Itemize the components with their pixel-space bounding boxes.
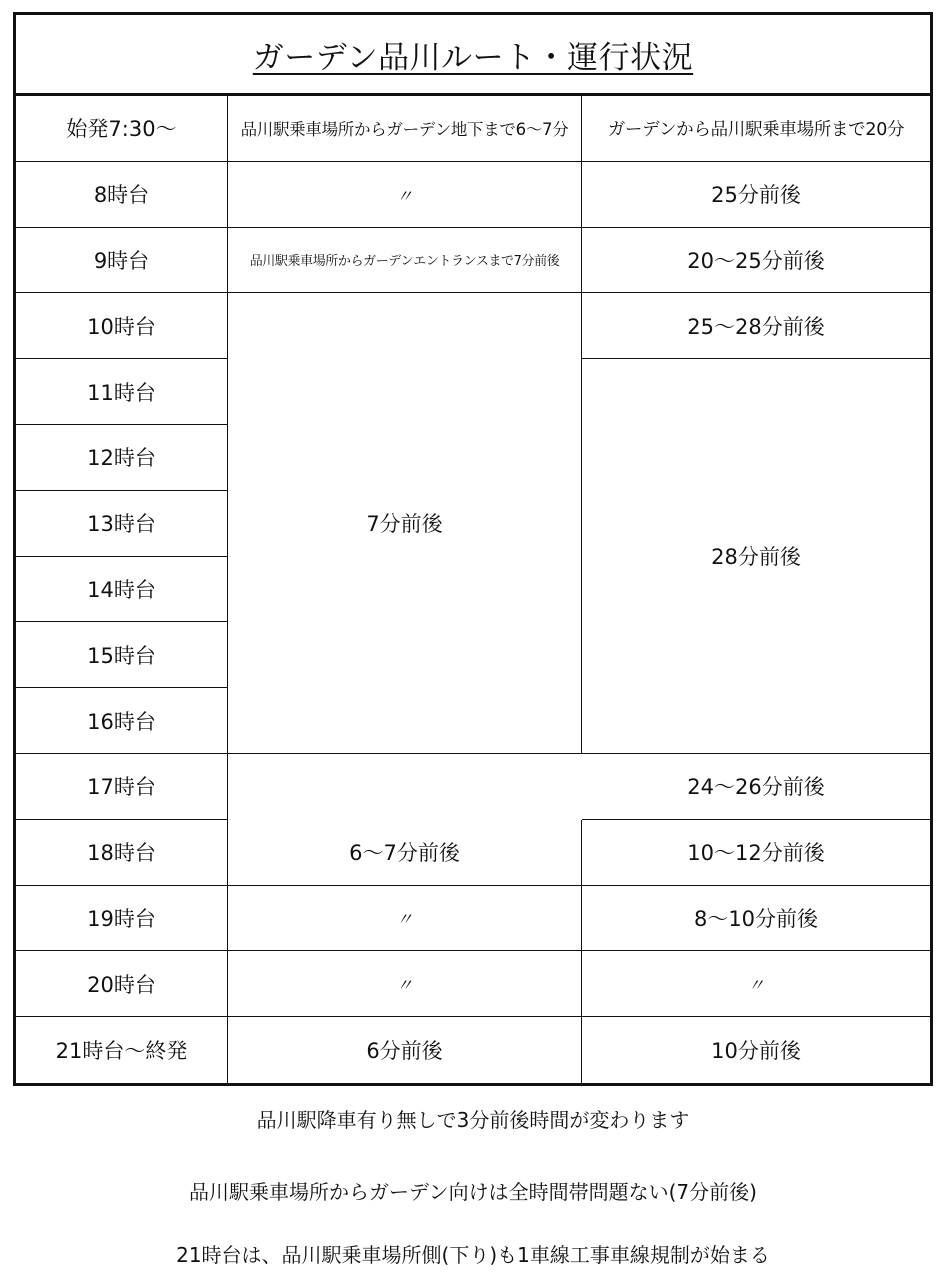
time-cell-first: 始発7:30〜 — [16, 96, 228, 162]
time-cell-19: 19時台 — [16, 886, 228, 952]
to-garden-21: 6分前後 — [228, 1017, 582, 1083]
schedule-grid — [16, 96, 930, 1083]
to-garden-18: 6〜7分前後 — [228, 820, 582, 886]
time-cell-11: 11時台 — [16, 359, 228, 425]
from-garden-9: 20〜25分前後 — [582, 228, 930, 294]
from-garden-8: 25分前後 — [582, 162, 930, 228]
time-cell-10: 10時台 — [16, 293, 228, 359]
note-line-1: 品川駅降車有り無しで3分前後時間が変わります — [256, 1108, 690, 1132]
from-garden-20: 〃 — [582, 951, 930, 1017]
time-cell-15: 15時台 — [16, 622, 228, 688]
title-row — [16, 15, 930, 96]
from-garden-11-16-merged: 28分前後 — [582, 359, 930, 754]
schedule-table — [13, 12, 933, 1086]
time-cell-14: 14時台 — [16, 557, 228, 623]
from-garden-10: 25〜28分前後 — [582, 293, 930, 359]
note-line-3: 21時台は、品川駅乗車場所側(下り)も1車線工事車線規制が始まる — [176, 1243, 770, 1267]
time-cell-18: 18時台 — [16, 820, 228, 886]
time-cell-20: 20時台 — [16, 951, 228, 1017]
to-garden-19: 〃 — [228, 886, 582, 952]
from-garden-21: 10分前後 — [711, 1039, 801, 1064]
notes-section — [0, 1086, 946, 1286]
to-garden-10-17-merged: 7分前後 — [228, 293, 582, 754]
time-cell-8: 8時台 — [16, 162, 228, 228]
time-cell-17: 17時台 — [16, 754, 228, 820]
to-garden-9: 品川駅乗車場所からガーデンエントランスまで7分前後 — [228, 228, 582, 294]
time-cell-21: 21時台〜終発 — [16, 1017, 228, 1083]
to-garden-8: 〃 — [228, 162, 582, 228]
from-garden-18: 10〜12分前後 — [582, 820, 930, 886]
time-cell-12: 12時台 — [16, 425, 228, 491]
to-garden-20: 〃 — [228, 951, 582, 1017]
time-cell-16: 16時台 — [16, 688, 228, 754]
time-cell-13: 13時台 — [16, 491, 228, 557]
note-line-2: 品川駅乗車場所からガーデン向けは全時間帯問題ない(7分前後) — [189, 1180, 757, 1204]
page-title: ガーデン品川ルート・運行状況 — [252, 39, 694, 76]
from-garden-19: 8〜10分前後 — [582, 886, 930, 952]
to-garden-header: 品川駅乗車場所からガーデン地下まで6〜7分 — [228, 96, 582, 162]
from-garden-17: 24〜26分前後 — [582, 754, 930, 820]
time-cell-9: 9時台 — [16, 228, 228, 294]
from-garden-header: ガーデンから品川駅乗車場所まで20分 — [582, 96, 930, 162]
